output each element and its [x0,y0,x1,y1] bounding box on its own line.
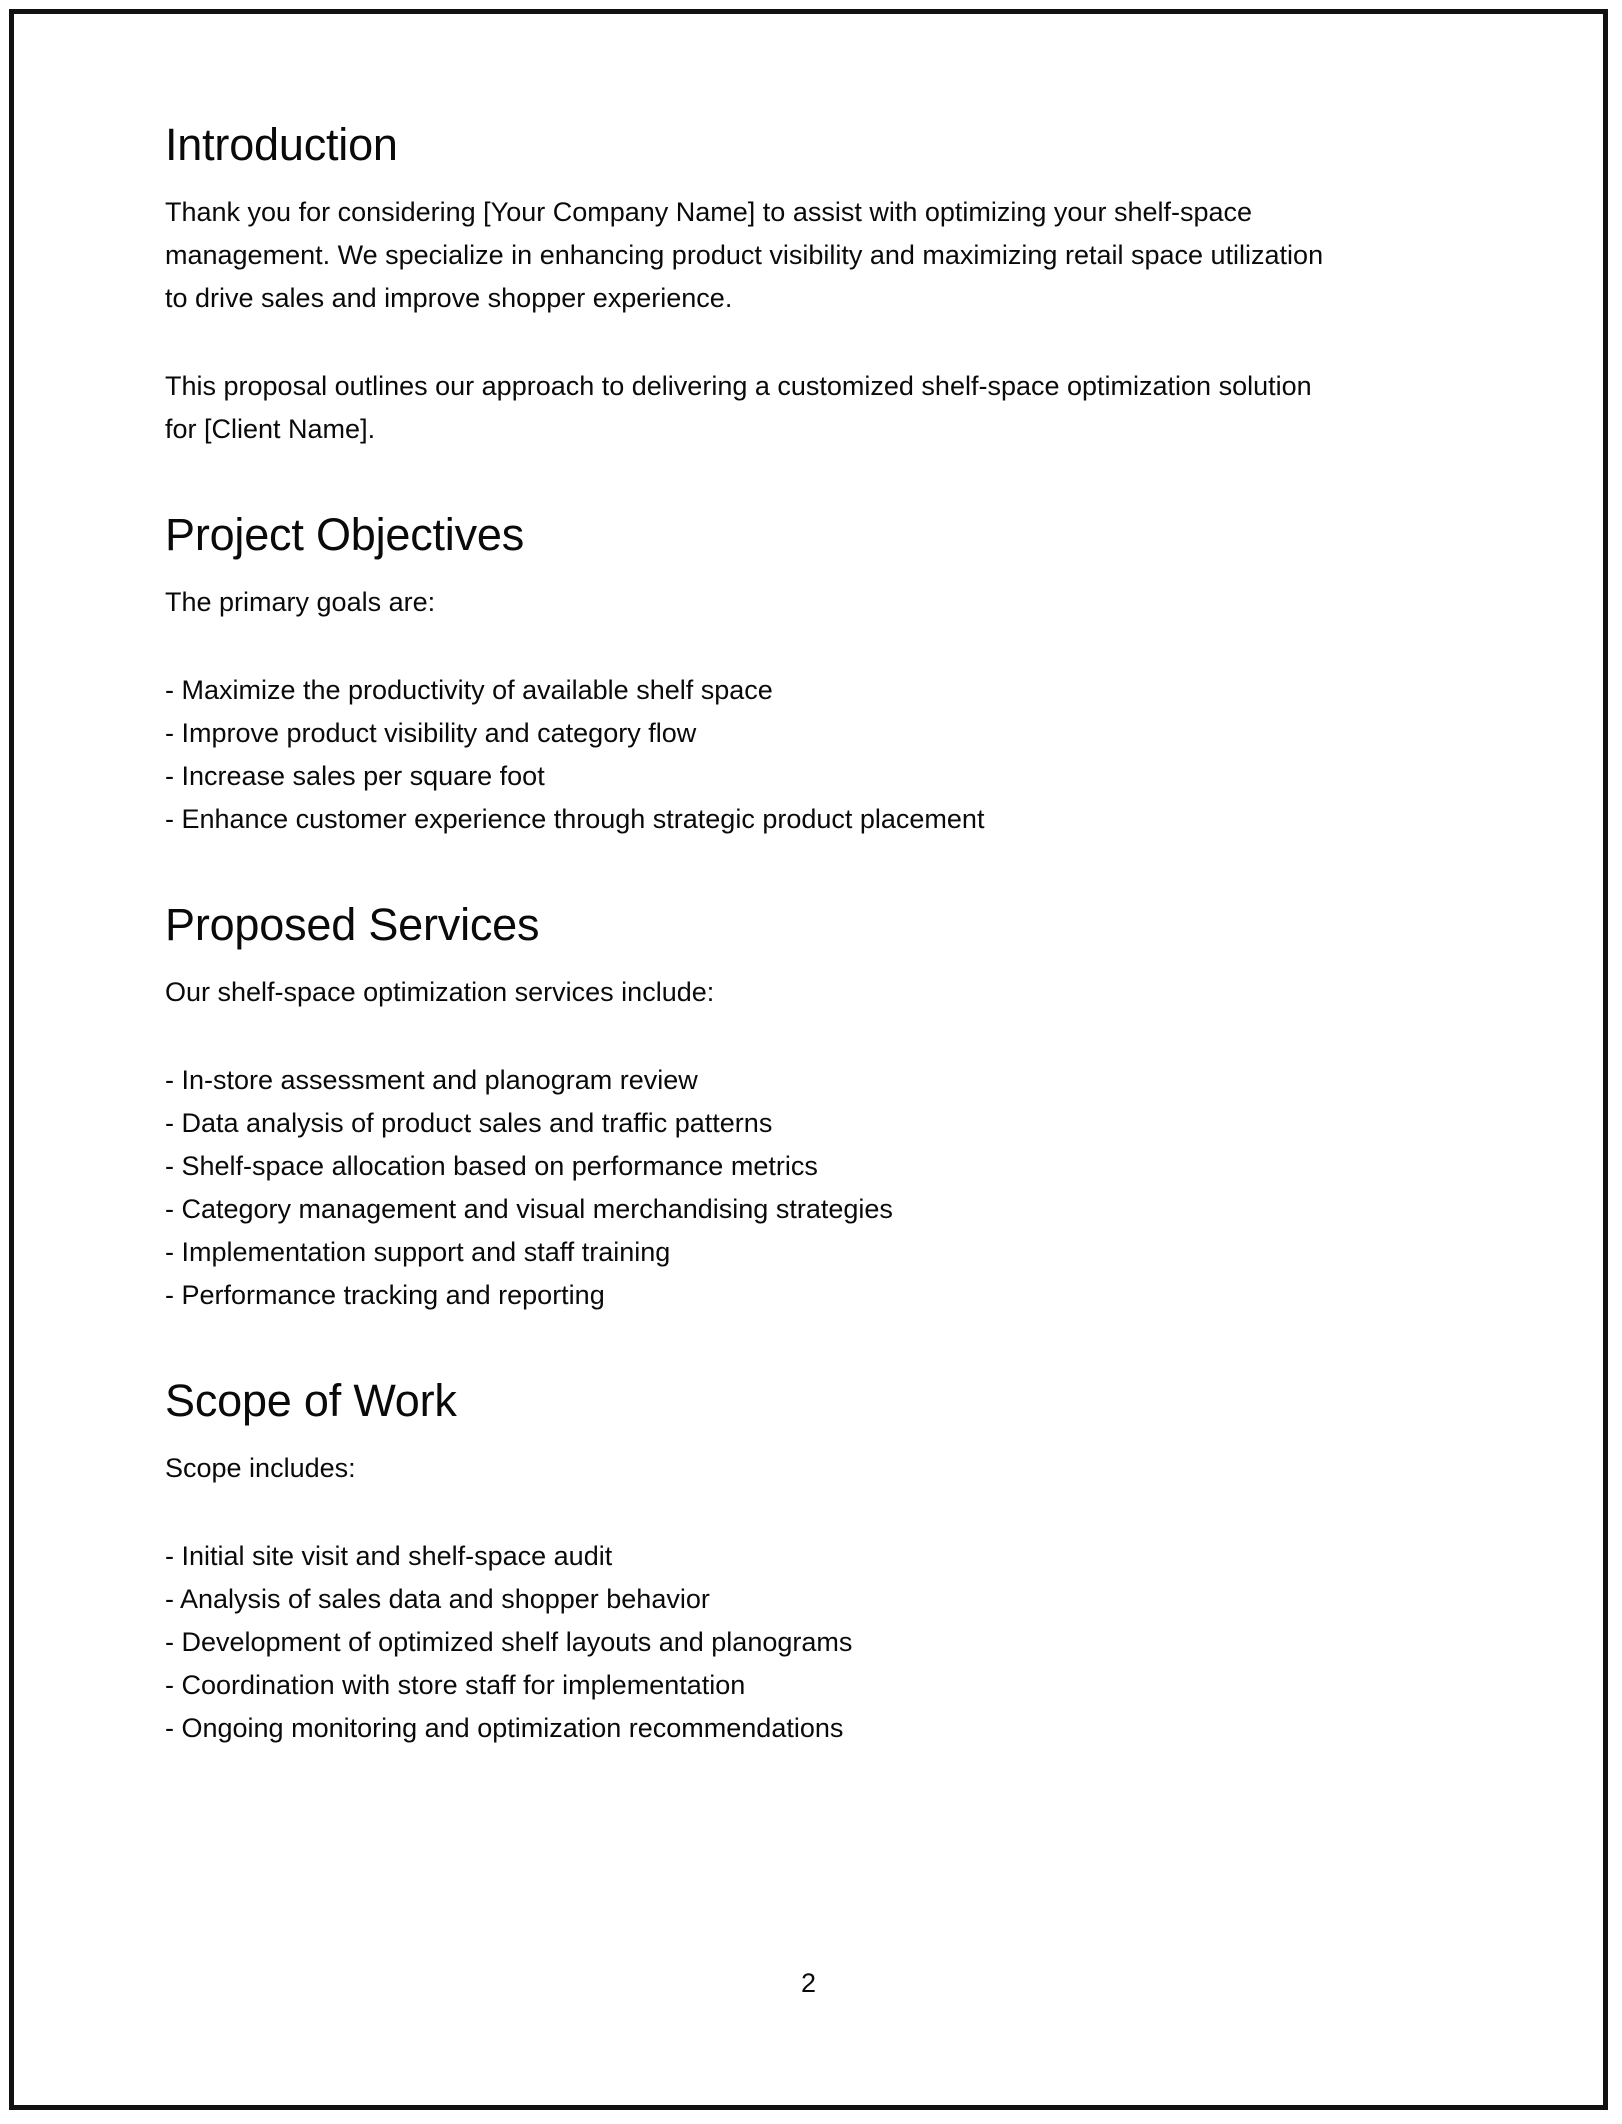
list-item: - Data analysis of product sales and traffic patterns [165,1108,773,1139]
list-item: - Coordination with store staff for implementation [165,1670,746,1701]
spacer [165,1427,1465,1447]
heading-scope-of-work: Scope of Work [165,1375,457,1427]
list-item: - Implementation support and staff training [165,1237,671,1268]
heading-proposed-services: Proposed Services [165,899,540,951]
list-item: - Analysis of sales data and shopper behavior [165,1584,710,1615]
heading-project-objectives: Project Objectives [165,509,525,561]
section-introduction [165,118,1465,171]
page-number: 2 [800,1968,817,1998]
paragraph-introduction-2: This proposal outlines our approach to delivering a customized shelf-space optimization solution for [Client Name]. [165,371,1312,445]
section-project-objectives [165,508,1465,561]
list-item: - Increase sales per square foot [165,761,545,792]
list-item: - In-store assessment and planogram review [165,1065,698,1096]
section-scope-of-work [165,1374,1465,1427]
list-item: - Improve product visibility and category flow [165,718,697,749]
heading-introduction: Introduction [165,119,398,170]
spacer [165,561,1465,581]
list-item: - Maximize the productivity of available shelf space [165,675,773,706]
spacer [165,624,1465,669]
list-item: - Performance tracking and reporting [165,1280,605,1311]
document-content [165,118,1465,1750]
list-item: - Enhance customer experience through strategic product placement [165,804,985,835]
spacer [165,171,1465,191]
paragraph-introduction-1: Thank you for considering [Your Company Name] to assist with optimizing your shelf-space management. We specialize in enhancing product visibility and maximizing retail space utilization to drive sales and improve shopper experience. [165,197,1324,314]
bullet-list-scope-of-work [165,1535,1465,1750]
spacer [165,1014,1465,1059]
list-item: - Shelf-space allocation based on performance metrics [165,1151,818,1182]
spacer [165,951,1465,971]
list-item: - Initial site visit and shelf-space audit [165,1541,613,1572]
lead-in-project-objectives: The primary goals are: [165,587,436,618]
spacer [165,320,1465,365]
list-item: - Ongoing monitoring and optimization recommendations [165,1713,844,1744]
lead-in-proposed-services: Our shelf-space optimization services include: [165,977,715,1008]
bullet-list-proposed-services [165,1059,1465,1317]
document-page [9,9,1608,2110]
list-item: - Category management and visual merchandising strategies [165,1194,893,1225]
lead-in-scope-of-work: Scope includes: [165,1453,356,1484]
spacer [165,1490,1465,1535]
list-item: - Development of optimized shelf layouts and planograms [165,1627,853,1658]
bullet-list-project-objectives [165,669,1465,841]
section-proposed-services [165,898,1465,951]
